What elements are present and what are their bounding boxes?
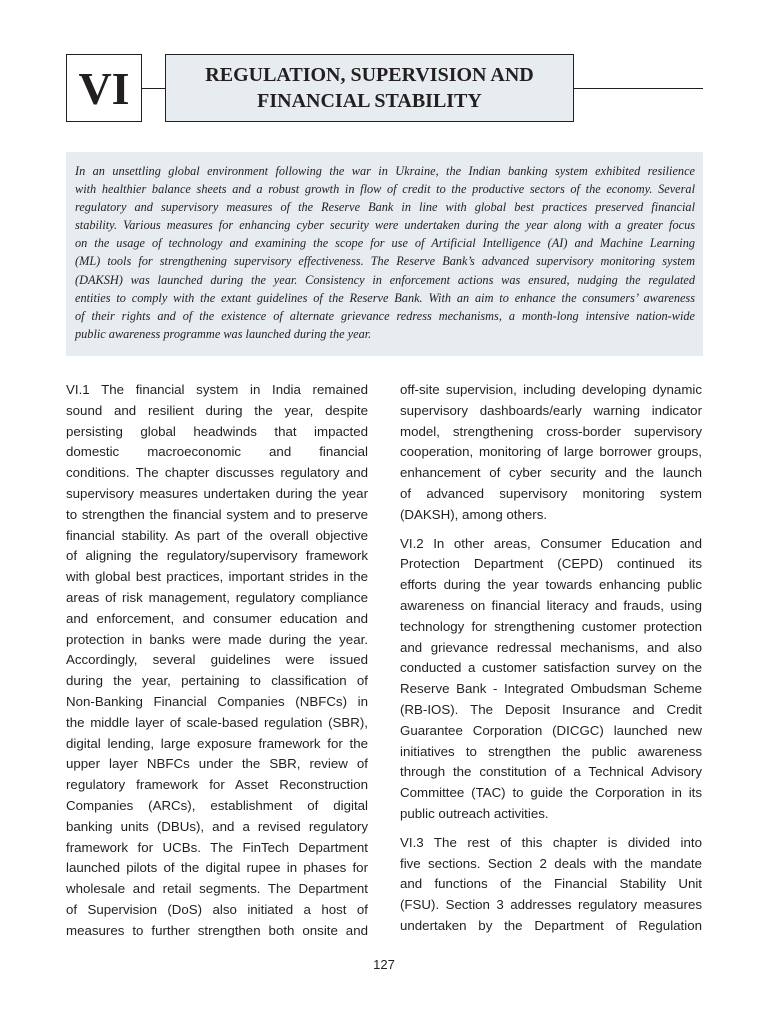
text-line: domestic macroeconomic and financial <box>66 444 368 460</box>
text-line: VI.1 The financial system in India remained <box>66 382 368 397</box>
chapter-abstract <box>66 152 703 356</box>
text-line: sound and resilient during the year, despite <box>66 402 368 418</box>
text-line: Guarantee Corporation (DICGC) launched new <box>400 722 702 738</box>
text-line: Non-Banking Financial Companies (NBFCs) in <box>66 693 368 709</box>
abstract-line: (DAKSH) was launched during the year. Consistency in enforcement actions was ensured, nudging the regulated <box>75 272 695 287</box>
page-number: 127 <box>373 957 395 972</box>
abstract-line: on the usage of technology and examining the scope for use of Artificial Intelligence (AI) and Machine Learning <box>75 236 695 251</box>
abstract-line: of their rights and of the existence of alternate grievance redress mechanisms, a month-long intensive nation-wide <box>75 308 695 323</box>
text-line: measures to further strengthen both onsite and <box>66 922 368 938</box>
text-line: digital lending, large exposure framework for the <box>66 735 368 751</box>
text-line: Reserve Bank - Integrated Ombudsman Scheme <box>400 681 702 697</box>
text-line: of advanced supervisory monitoring system <box>400 485 702 501</box>
header-rule-right <box>574 88 703 89</box>
text-line: Committee (TAC) to guide the Corporation in its <box>400 785 702 801</box>
paragraph-vi-1-continued <box>400 380 702 526</box>
text-line: with global best practices, important strides in the <box>66 569 368 585</box>
abstract-line: entities to comply with the extant guidelines of the Reserve Bank. With an aim to enhance the consumers’ awareness <box>75 290 695 305</box>
paragraph-vi-3 <box>400 833 702 937</box>
paragraph-vi-1 <box>66 380 368 942</box>
text-line: VI.2 In other areas, Consumer Education and <box>400 535 702 551</box>
text-line: conditions. The chapter discusses regulatory and <box>66 465 368 481</box>
abstract-line: In an unsettling global environment following the war in Ukraine, the Indian banking system exhibited resilience <box>75 164 695 178</box>
text-line: and enforcement, and consumer education and <box>66 610 368 626</box>
text-line: Companies (ARCs), establishment of digital <box>66 797 368 813</box>
text-line: persisting global headwinds that impacted <box>66 423 368 439</box>
text-line: protection in banks were made during the year. <box>66 631 368 647</box>
text-line: VI.3 The rest of this chapter is divided into <box>400 834 702 850</box>
text-line: and grievance redressal mechanisms, and also <box>400 639 702 655</box>
text-line: five sections. Section 2 deals with the mandate <box>400 855 702 871</box>
text-line: upper layer NBFCs under the SBR, review of <box>66 756 368 772</box>
text-line: (DAKSH), among others. <box>400 506 548 522</box>
text-line: off-site supervision, including developing dynamic <box>400 382 702 397</box>
text-line: framework for UCBs. The FinTech Department <box>66 839 368 855</box>
text-line: areas of risk management, regulatory compliance <box>66 589 368 605</box>
chapter-title-line: REGULATION, SUPERVISION AND <box>205 64 534 86</box>
left-column <box>66 380 368 942</box>
text-line: Accordingly, several guidelines were issued <box>66 652 368 668</box>
text-line: (RB-IOS). The Deposit Insurance and Credit <box>400 701 702 717</box>
paragraph-vi-2 <box>400 534 702 825</box>
text-line: model, strengthening cross-border supervisory <box>400 423 702 439</box>
paragraph-gap <box>400 825 702 833</box>
text-line: to strengthen the financial system and to preserve <box>66 506 368 522</box>
text-line: through the constitution of a Technical Advisory <box>400 764 702 780</box>
text-line: undertaken by the Department of Regulation <box>400 917 702 933</box>
text-line: enhancement of cyber security and the launch <box>400 465 702 481</box>
text-line: of aligning the regulatory/supervisory framework <box>66 548 368 564</box>
text-line: financial stability. As part of the overall objective <box>66 527 368 543</box>
text-line: the middle layer of scale-based regulation (SBR), <box>66 714 368 730</box>
text-line: efforts during the year towards enhancing public <box>400 577 702 593</box>
abstract-line: regulatory and supervisory measures of the Reserve Bank in line with global best practices preserved financial <box>75 200 695 215</box>
text-line: cooperation, monitoring of large borrower groups, <box>400 444 702 460</box>
text-line: technology for strengthening customer protection <box>400 618 702 634</box>
header-rule-left <box>142 88 165 89</box>
text-line: launched pilots of the digital rupee in phases for <box>66 860 368 876</box>
text-line: banking units (DBUs), and a revised regulatory <box>66 818 368 834</box>
text-line: of Supervision (DoS) also initiated a host of <box>66 901 368 917</box>
chapter-title <box>165 54 574 122</box>
text-line: during the year, pertaining to classification of <box>66 673 368 689</box>
chapter-title-line: FINANCIAL STABILITY <box>257 90 482 112</box>
abstract-line: stability. Various measures for enhancing cyber security were undertaken during the year along with a greater focus <box>75 218 695 233</box>
text-line: wholesale and retail segments. The Department <box>66 881 368 897</box>
text-line: conducted a customer satisfaction survey on the <box>400 660 702 676</box>
text-line: regulatory framework for Asset Reconstruction <box>66 777 368 793</box>
text-line: (FSU). Section 3 addresses regulatory measures <box>400 897 702 913</box>
text-line: public outreach activities. <box>400 805 549 821</box>
text-line: supervisory dashboards/early warning indicator <box>400 402 702 418</box>
abstract-line: (ML) tools for strengthening supervisory effectiveness. The Reserve Bank’s advanced supervisory monitoring system <box>75 254 695 269</box>
text-line: initiatives to strengthen the public awareness <box>400 743 702 759</box>
paragraph-gap <box>400 526 702 534</box>
chapter-number: VI <box>66 54 142 122</box>
text-line: awareness on financial literacy and frauds, using <box>400 597 702 613</box>
right-column <box>400 380 702 937</box>
text-line: supervisory measures undertaken during the year <box>66 485 368 501</box>
abstract-line: public awareness programme was launched during the year. <box>75 326 372 341</box>
abstract-line: with healthier balance sheets and a robust growth in flow of credit to the productive sectors of the economy. Several <box>75 182 695 197</box>
text-line: Protection Department (CEPD) continued its <box>400 556 702 572</box>
text-line: and functions of the Financial Stability Unit <box>400 876 702 892</box>
